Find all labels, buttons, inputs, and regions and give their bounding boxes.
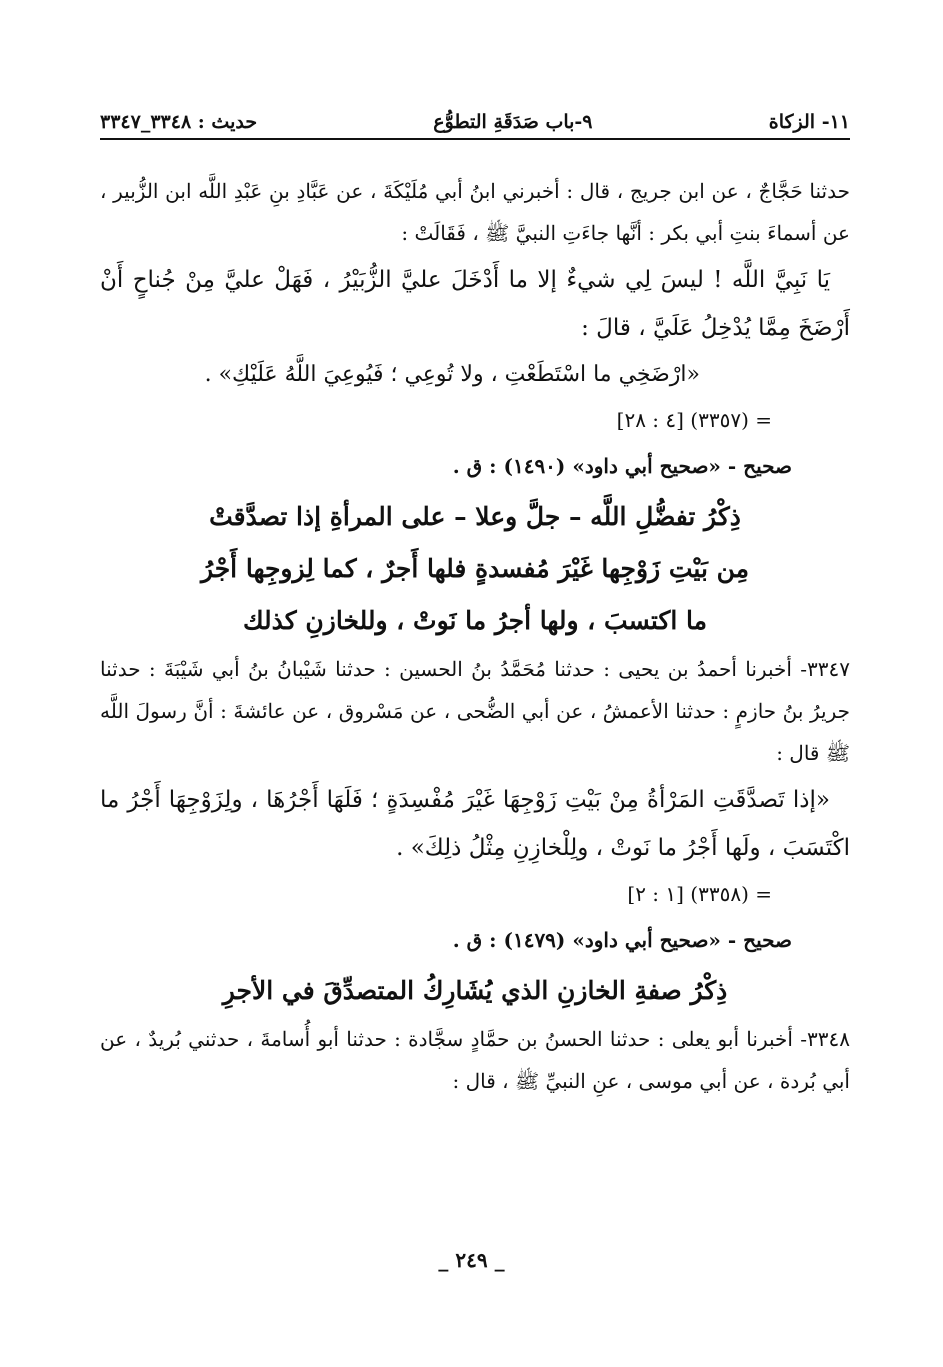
matn-3346-quote: «ارْضَخِي ما اسْتَطَعْتِ ، ولا تُوعِي ؛ فَيُوعِيَ اللَّهُ عَلَيْكِ» . <box>204 362 700 387</box>
chapter-heading-1 <box>100 492 850 646</box>
cross-reference-3346: = (٣٣٥٧) [٤ : ٢٨] <box>616 408 772 432</box>
section-title: ٩-باب صَدَقَةِ التطوُّع <box>433 111 593 133</box>
heading-1-line-3: ما اكتسبَ ، ولها أجرُ ما نَوتْ ، وللخازنِ كذلك <box>242 606 708 635</box>
isnad-3348: ٣٣٤٨- أخبرنا أبو يعلى : حدثنا الحسنُ بن حمَّادٍ سجَّادة : حدثنا أبو أُسامةَ ، حدثني بُريدٌ ، عن أبي بُردة ، عن أبي موسى ، عنِ النبيِّ ﷺ ، قال : <box>100 1027 850 1093</box>
matn-3346: يَا نَبِيَّ اللَّه ! ليسَ لِي شيءٌ إلا ما أَدْخَلَ عليَّ الزُّبَيْرُ ، فَهَلْ عليَّ مِنْ جُناحٍ أَنْ أَرْضَخَ مِمَّا يُدْخِلُ عَلَيَّ ، قالَ : <box>100 267 850 341</box>
page-content <box>100 100 850 1102</box>
grading-3346: صحيح - «صحيح أبي داود» (١٤٩٠) : ق . <box>452 454 792 478</box>
heading-2-line-1: ذِكْرُ صفةِ الخازنِ الذي يُشَارِكُ المتصدِّقَ في الأجرِ <box>222 976 728 1005</box>
grading-3347: صحيح - «صحيح أبي داود» (١٤٧٩) : ق . <box>452 928 792 952</box>
heading-1-line-1: ذِكْرُ تفضُّلِ اللَّه – جلَّ وعلا – على المرأةِ إذا تصدَّقتْ <box>209 502 741 531</box>
hadith-range: حديث : ٣٣٤٨_٣٣٤٧ <box>100 111 258 133</box>
cross-reference-3347: = (٣٣٥٨) [١ : ٢] <box>627 882 772 906</box>
page-number: _ ٢٤٩ _ <box>438 1248 505 1272</box>
chapter-heading-2 <box>100 966 850 1016</box>
chapter-title: ١١- الزكاة <box>768 111 850 133</box>
heading-1-line-2: مِن بَيْتِ زَوْجِها غَيْرَ مُفسدةٍ فلها أَجرٌ ، كما لِزوجِها أَجْرُ <box>200 554 750 583</box>
matn-3347: «إذا تَصدَّقَتِ المَرْأةُ مِنْ بَيْتِ زَوْجِهَا غَيْرَ مُفْسِدَةٍ ؛ فَلَهَا أَجْرُهَا ، ولِزَوْجِهَا أَجْرُ ما اكْتَسَبَ ، ولَها أَجْرُ ما نَوتْ ، ولِلْخازِنِ مِثْلُ ذلِكَ» . <box>100 787 850 861</box>
isnad-3347: ٣٣٤٧- أخبرنا أحمدُ بن يحيى : حدثنا مُحَمَّدُ بنُ الحسين : حدثنا شَيْبانُ بنُ أبي شَيْبَةَ : حدثنا جريرُ بنُ حازمٍ : حدثنا الأعمشُ ، عن أبي الضُّحى ، عن مَسْروق ، عن عائشةَ : أنَّ رسولَ اللَّه ﷺ قال : <box>100 657 850 765</box>
isnad-3346: حدثنا حَجَّاجٌ ، عن ابن جريج ، قال : أخبرني ابنُ أبي مُلَيْكَةَ ، عن عَبَّادِ بنِ عَبْدِ اللَّه ابن الزُّبير ، عن أسماءَ بنتِ أبي بكر : أنَّها جاءَتِ النبيَّ ﷺ ، فَقَالَتْ : <box>100 179 850 245</box>
running-header <box>100 100 850 134</box>
header-divider <box>100 138 850 140</box>
